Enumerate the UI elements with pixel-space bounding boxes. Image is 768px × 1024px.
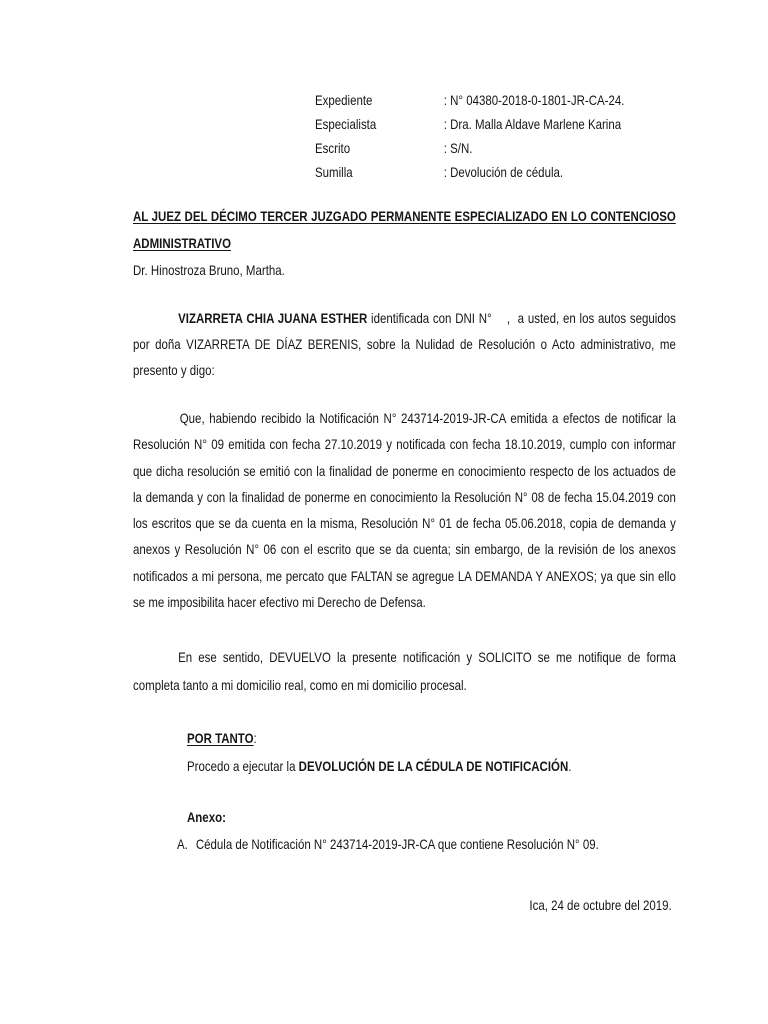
intro-paragraph bbox=[133, 305, 676, 383]
annex-heading bbox=[187, 804, 676, 830]
court-heading: AL JUEZ DEL DÉCIMO TERCER JUZGADO PERMANENTE ESPECIALIZADO EN LO CONTENCIOSO ADMINISTRATIVO bbox=[133, 208, 676, 251]
addressee-court bbox=[133, 203, 676, 257]
case-info bbox=[315, 88, 676, 184]
petitioner-name: VIZARRETA CHIA JUANA ESTHER bbox=[178, 310, 368, 326]
annex-heading-text: Anexo: bbox=[187, 809, 226, 825]
request-suffix: . bbox=[568, 758, 572, 774]
case-info-row-especialista bbox=[315, 112, 676, 136]
case-info-row-sumilla bbox=[315, 160, 676, 184]
conclusion-heading bbox=[187, 725, 676, 751]
annex-item bbox=[177, 831, 676, 857]
place-date-text: Ica, 24 de octubre del 2019. bbox=[529, 897, 672, 913]
body-paragraph-1 bbox=[133, 405, 676, 615]
case-info-value: : Devolución de cédula. bbox=[443, 164, 564, 180]
por-tanto-colon: : bbox=[253, 730, 257, 746]
case-info-label: Escrito bbox=[315, 140, 351, 156]
annex-item-marker: A. bbox=[177, 836, 188, 852]
addressee-judge bbox=[133, 257, 676, 283]
request-bold: DEVOLUCIÓN DE LA CÉDULA DE NOTIFICACIÓN bbox=[298, 758, 569, 774]
case-info-label: Expediente bbox=[315, 92, 373, 108]
annex-item-text: Cédula de Notificación N° 243714-2019-JR-CA que contiene Resolución N° 09. bbox=[195, 836, 599, 852]
case-info-row-expediente bbox=[315, 88, 676, 112]
request-prefix: Procedo a ejecutar la bbox=[187, 758, 299, 774]
case-info-row-escrito bbox=[315, 136, 676, 160]
por-tanto-label: POR TANTO bbox=[187, 730, 254, 746]
case-info-value: : S/N. bbox=[443, 140, 473, 156]
place-and-date bbox=[133, 892, 672, 918]
body-paragraph-2 bbox=[133, 643, 676, 699]
conclusion-request bbox=[187, 753, 676, 779]
case-info-label: Sumilla bbox=[315, 164, 353, 180]
judge-name: Dr. Hinostroza Bruno, Martha. bbox=[133, 262, 285, 278]
case-info-value: : Dra. Malla Aldave Marlene Karina bbox=[443, 116, 622, 132]
body-paragraph-text: Que, habiendo recibido la Notificación N° 243714-2019-JR-CA emitida a efectos de notificar la Resolución N° 09 emitida con fecha 27.10.2019 y notificada con fecha 18.10.2019, cumplo con informar que dicha resolución se emitió con la finalidad de ponerme en conocimiento respecto de los actuados de la demanda y con la finalidad de ponerme en conocimiento la Resolución N° 08 de fecha 15.04.2019 con los escritos que se da cuenta en la misma, Resolución N° 01 de fecha 05.06.2018, copia de demanda y anexos y Resolución N° 06 con el escrito que se da cuenta; sin embargo, de la revisión de los anexos notificados a mi persona, me percato que FALTAN se agregue LA DEMANDA Y ANEXOS; ya que sin ello se me imposibilita hacer efectivo mi Derecho de Defensa. bbox=[133, 410, 676, 611]
body-paragraph-text: En ese sentido, DEVUELVO la presente notificación y SOLICITO se me notifique de forma completa tanto a mi domicilio real, como en mi domicilio procesal. bbox=[133, 649, 676, 693]
case-info-value: : N° 04380-2018-0-1801-JR-CA-24. bbox=[443, 92, 625, 108]
intro-text: identificada con DNI N° , a usted, en los autos seguidos por doña VIZARRETA DE DÍAZ BERENIS, sobre la Nulidad de Resolución o Acto administrativo, me presento y digo: bbox=[133, 310, 676, 378]
case-info-label: Especialista bbox=[315, 116, 377, 132]
